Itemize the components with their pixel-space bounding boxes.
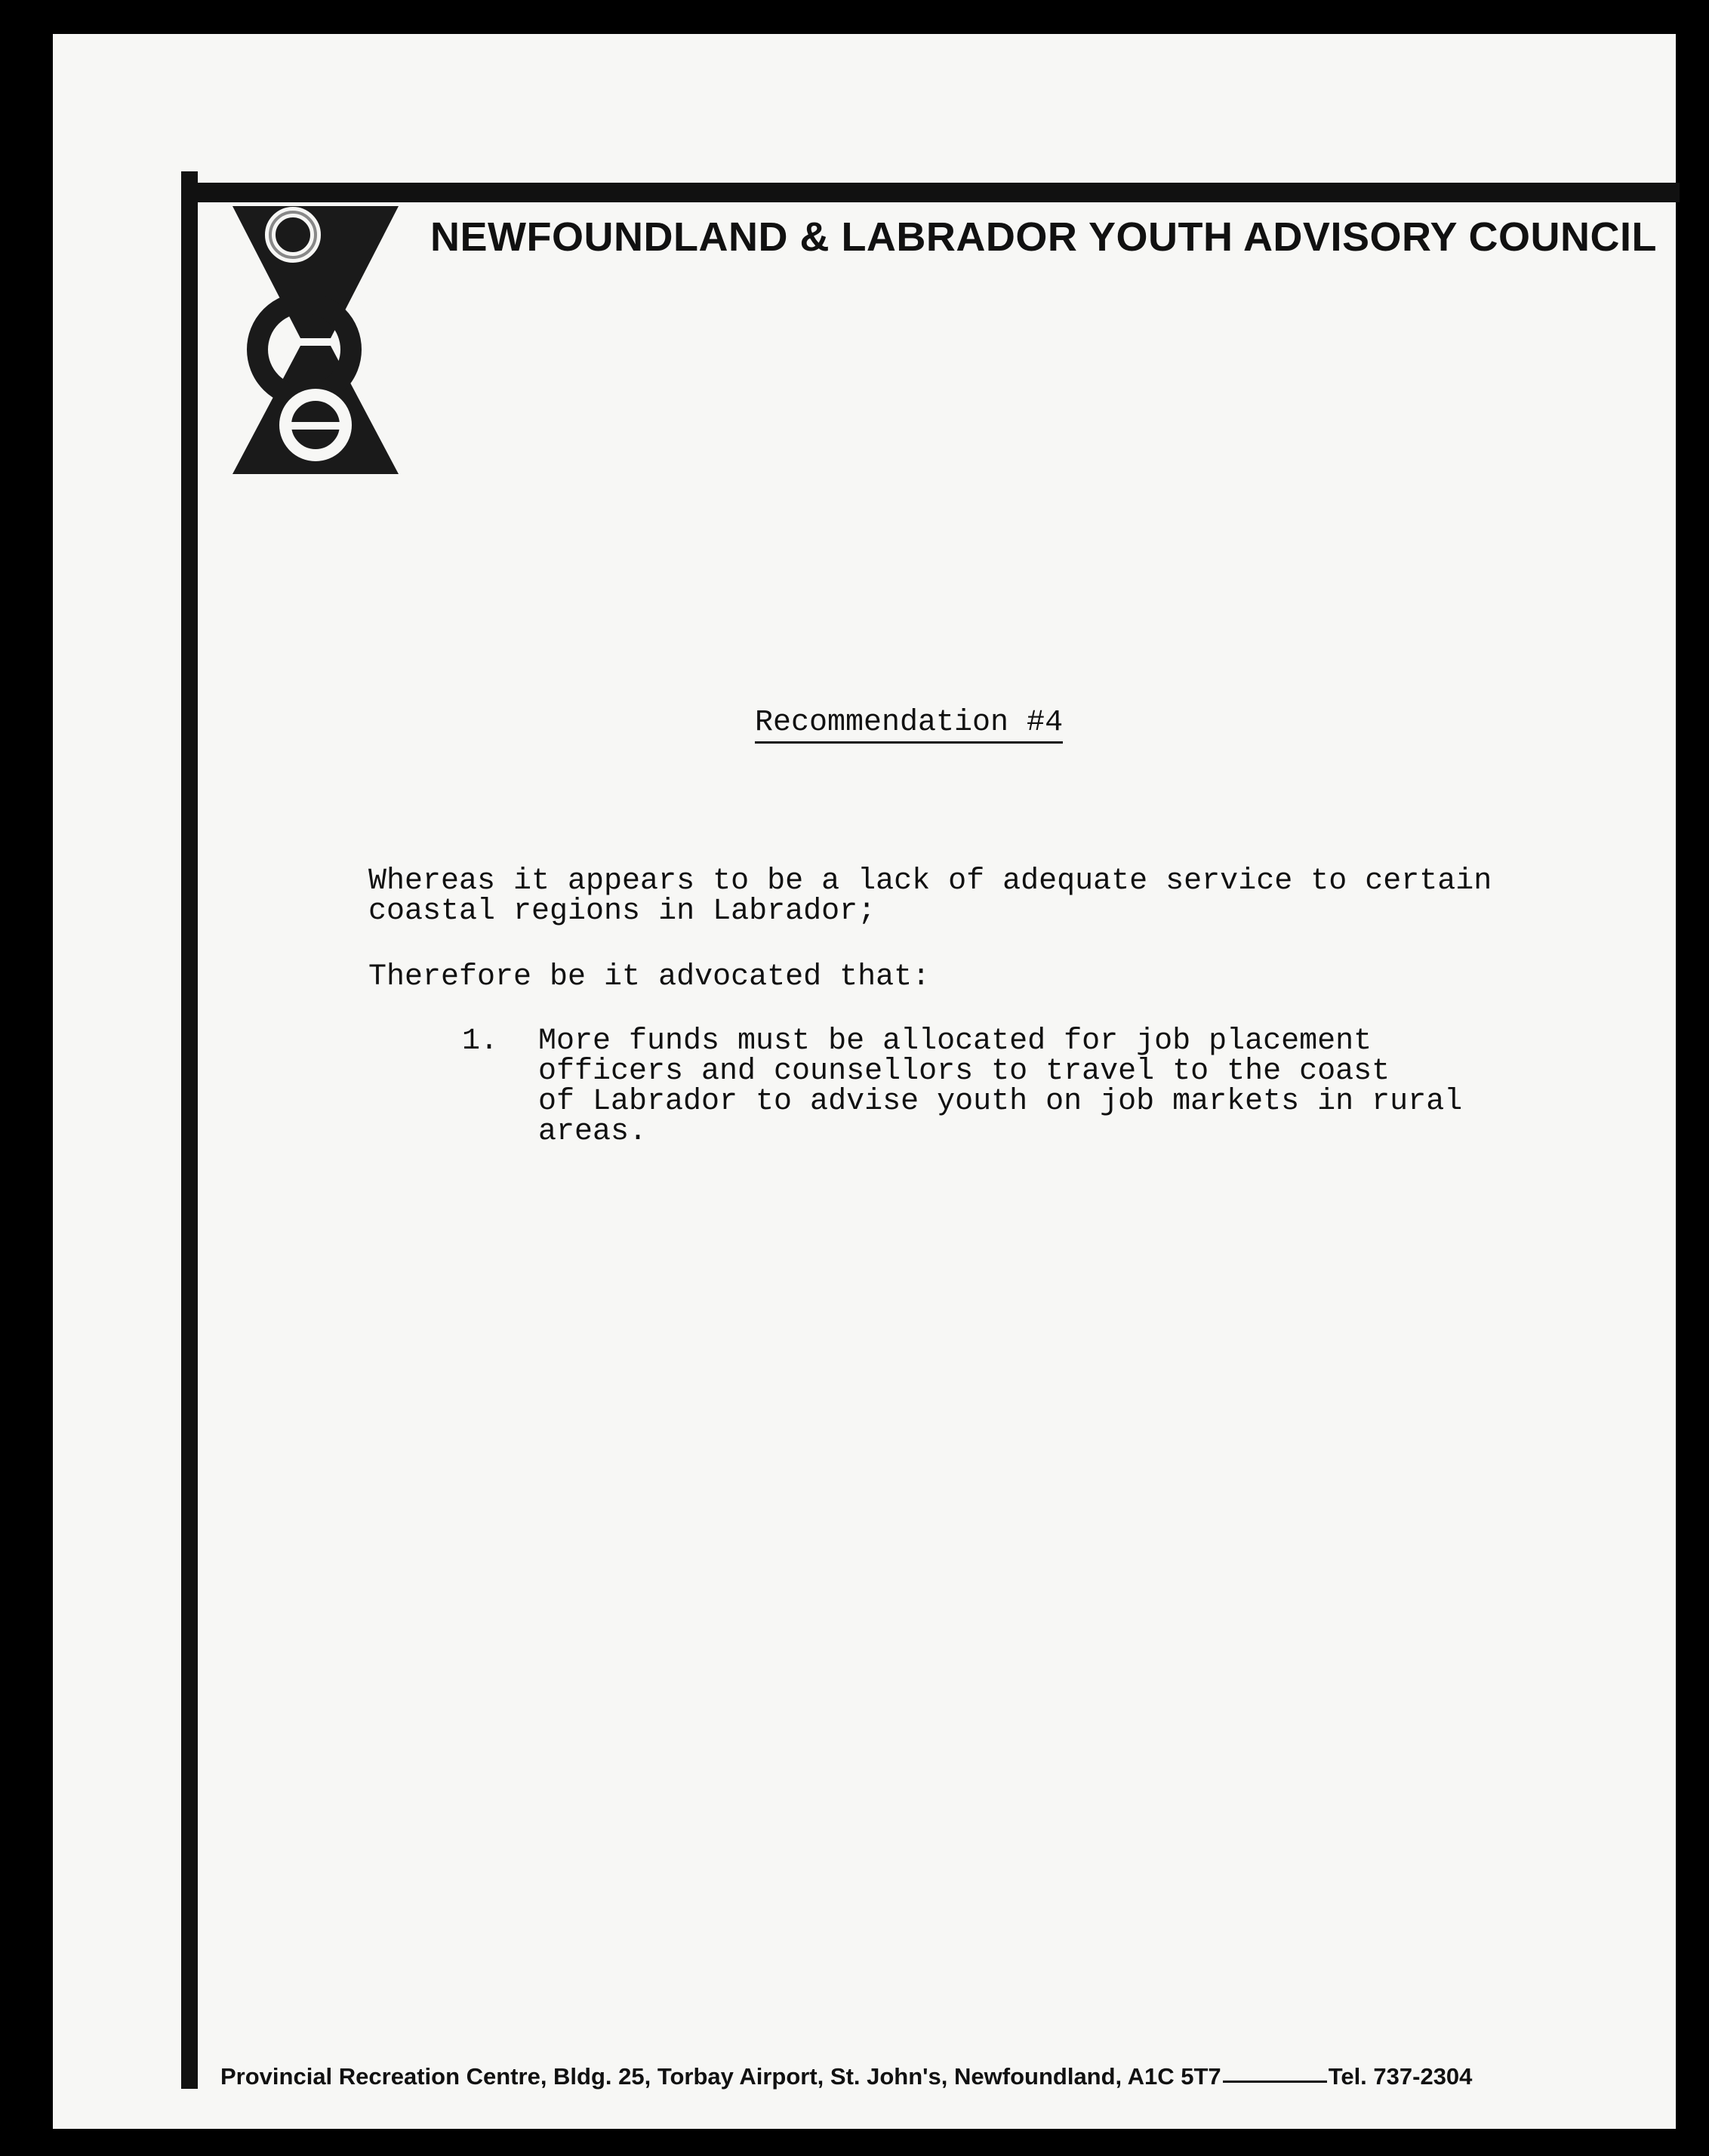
footer-telephone: Tel. 737-2304	[1328, 2063, 1473, 2090]
footer-divider-line	[1223, 2081, 1327, 2083]
letterhead-footer	[220, 2063, 1472, 2090]
document-title: Recommendation #4	[755, 706, 1063, 744]
council-emblem-icon	[232, 206, 399, 478]
footer-address: Provincial Recreation Centre, Bldg. 25, Torbay Airport, St. John's, Newfoundland, A1C 5T7	[220, 2063, 1221, 2090]
therefore-clause: Therefore be it advocated that:	[368, 960, 931, 994]
letterhead-top-rule	[196, 183, 1680, 202]
document-page	[53, 34, 1676, 2129]
whereas-clause: Whereas it appears to be a lack of adequate service to certain coastal regions in Labrador;	[368, 864, 1492, 929]
organization-name: NEWFOUNDLAND & LABRADOR YOUTH ADVISORY COUNCIL	[430, 214, 1657, 260]
list-item-number: 1.	[462, 1024, 499, 1058]
list-item-text: More funds must be allocated for job placement officers and counsellors to travel to the coast of Labrador to advise youth on job markets in rural areas.	[538, 1024, 1463, 1149]
letterhead-left-rule	[181, 171, 198, 2089]
